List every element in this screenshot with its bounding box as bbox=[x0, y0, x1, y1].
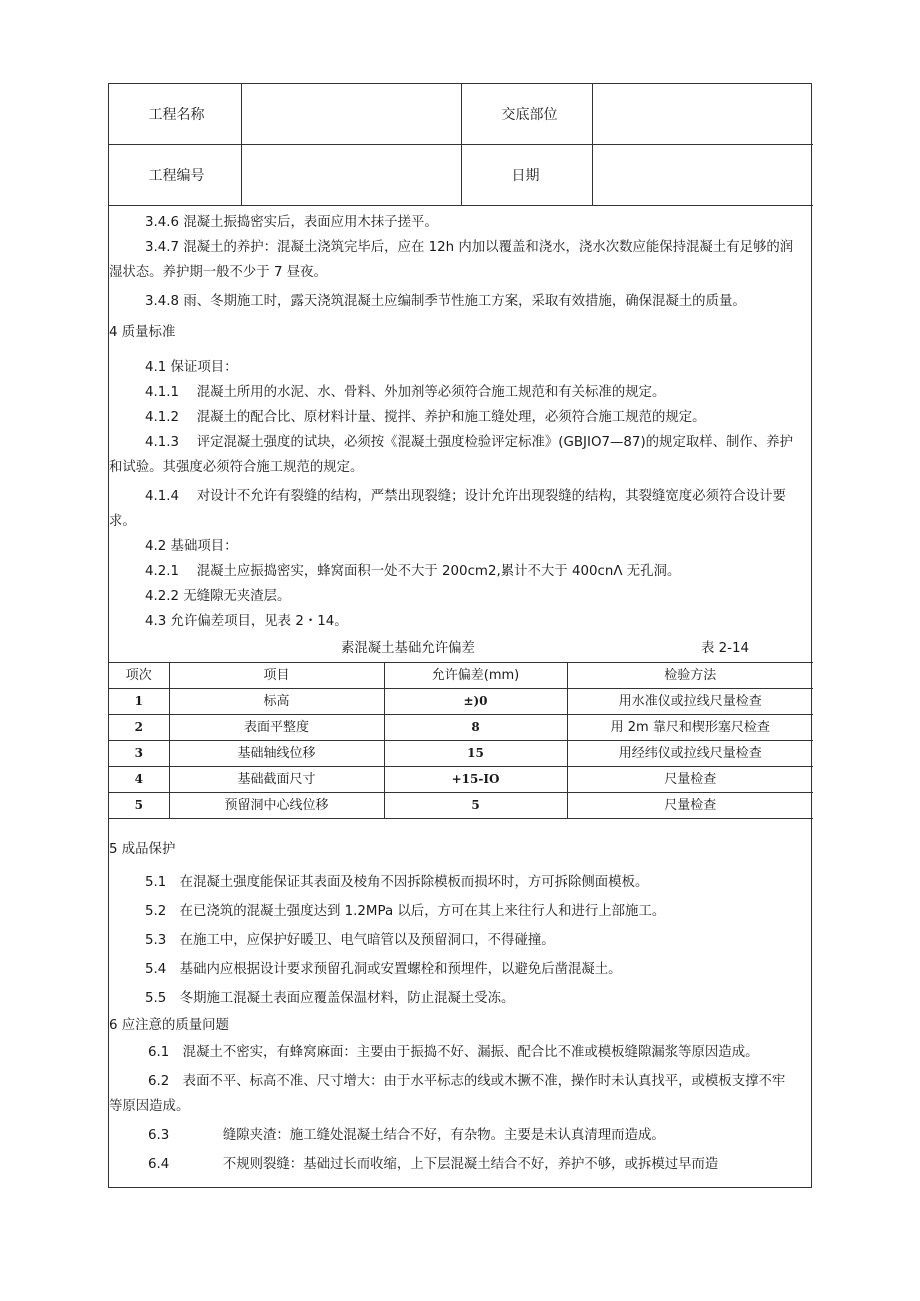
section-label: 交底部位 bbox=[461, 84, 592, 145]
para-4-2-1: 4.2.1 混凝土应振捣密实，蜂窝面积一处不大于 200cm2,累计不大于 400cnΛ 无孔洞。 bbox=[145, 564, 681, 579]
tolerance-table bbox=[109, 662, 813, 819]
para-5-4: 5.4 基础内应根据设计要求预留孔洞或安置螺栓和预埋件，以避免后凿混凝土。 bbox=[145, 962, 622, 977]
para-4-2-2: 4.2.2 无缝隙无夹渣层。 bbox=[145, 589, 291, 604]
col-header-no: 项次 bbox=[109, 663, 169, 689]
para-5-1: 5.1 在混凝土强度能保证其表面及棱角不因拆除模板而损坏时，方可拆除侧面模板。 bbox=[145, 875, 649, 890]
cell-item: 标高 bbox=[169, 689, 384, 715]
cell-tolerance: +15-IO bbox=[384, 767, 567, 793]
table-header-row bbox=[109, 663, 813, 689]
table-title: 素混凝土基础允许偏差 bbox=[341, 641, 475, 656]
para-5-2: 5.2 在已浇筑的混凝土强度达到 1.2MPa 以后，方可在其上来往行人和进行上部施工。 bbox=[145, 904, 666, 919]
para-5-3: 5.3 在施工中，应保护好暖卫、电气暗管以及预留洞口，不得碰撞。 bbox=[145, 933, 555, 948]
para-5-5: 5.5 冬期施工混凝土表面应覆盖保温材料，防止混凝土受冻。 bbox=[145, 991, 515, 1006]
header-row-2 bbox=[109, 145, 813, 206]
date-label: 日期 bbox=[461, 145, 592, 206]
para-6-3: 6.3 缝隙夹渣：施工缝处混凝土结合不好，有杂物。主要是未认真清理而造成。 bbox=[148, 1128, 665, 1143]
header-row-1 bbox=[109, 84, 813, 145]
section-5-heading: 5 成品保护 bbox=[109, 842, 176, 857]
para-3-4-6: 3.4.6 混凝土振捣密实后，表面应用木抹子搓平。 bbox=[145, 215, 438, 230]
para-3-4-7: 3.4.7 混凝土的养护：混凝土浇筑完毕后，应在 12h 内加以覆盖和浇水，浇水次数应能保持混凝土有足够的润湿状态。养护期一般不少于 7 昼夜。 bbox=[109, 240, 794, 280]
para-3-4-8: 3.4.8 雨、冬期施工时，露天浇筑混凝土应编制季节性施工方案，采取有效措施，确保混凝土的质量。 bbox=[145, 294, 746, 309]
cell-tolerance: 8 bbox=[384, 715, 567, 741]
cell-tolerance: 15 bbox=[384, 741, 567, 767]
cell-method: 用水准仪或拉线尺量检查 bbox=[567, 689, 813, 715]
project-no-value[interactable] bbox=[241, 145, 461, 206]
table-row bbox=[109, 741, 813, 767]
document-body bbox=[109, 206, 811, 1188]
cell-item: 表面平整度 bbox=[169, 715, 384, 741]
project-name-value[interactable] bbox=[241, 84, 461, 145]
section-value[interactable] bbox=[592, 84, 813, 145]
table-caption bbox=[109, 636, 797, 661]
table-row bbox=[109, 767, 813, 793]
section-6-heading: 6 应注意的质量问题 bbox=[109, 1018, 229, 1033]
cell-tolerance: 5 bbox=[384, 793, 567, 819]
document-frame bbox=[108, 83, 812, 1188]
cell-no: 3 bbox=[109, 741, 169, 767]
col-header-item: 项目 bbox=[169, 663, 384, 689]
project-name-label: 工程名称 bbox=[109, 84, 241, 145]
header-table bbox=[109, 84, 813, 206]
para-4-2: 4.2 基础项目： bbox=[145, 539, 238, 554]
section-4-heading: 4 质量标准 bbox=[109, 325, 176, 340]
para-4-3: 4.3 允许偏差项目，见表 2・14。 bbox=[145, 614, 348, 629]
table-row bbox=[109, 793, 813, 819]
cell-item: 预留洞中心线位移 bbox=[169, 793, 384, 819]
cell-no: 5 bbox=[109, 793, 169, 819]
table-row bbox=[109, 715, 813, 741]
para-4-1-2: 4.1.2 混凝土的配合比、原材料计量、搅拌、养护和施工缝处理，必须符合施工规范的规定。 bbox=[145, 410, 706, 425]
para-4-1-4: 4.1.4 对设计不允许有裂缝的结构，严禁出现裂缝；设计允许出现裂缝的结构，其裂缝宽度必须符合设计要求。 bbox=[109, 489, 786, 529]
cell-no: 1 bbox=[109, 689, 169, 715]
cell-item: 基础截面尺寸 bbox=[169, 767, 384, 793]
table-number: 表 2-14 bbox=[700, 641, 749, 656]
table-row bbox=[109, 689, 813, 715]
project-no-label: 工程编号 bbox=[109, 145, 241, 206]
cell-no: 2 bbox=[109, 715, 169, 741]
cell-item: 基础轴线位移 bbox=[169, 741, 384, 767]
cell-method: 尺量检查 bbox=[567, 793, 813, 819]
para-6-1: 6.1 混凝土不密实，有蜂窝麻面：主要由于振捣不好、漏振、配合比不准或模板缝隙漏浆等原因造成。 bbox=[148, 1045, 759, 1060]
document-page bbox=[108, 83, 812, 1188]
cell-method: 用 2m 靠尺和楔形塞尺检查 bbox=[567, 715, 813, 741]
para-4-1-3: 4.1.3 评定混凝土强度的试块，必须按《混凝土强度检验评定标准》(GBJIO7—87)的规定取样、制作、养护和试验。其强度必须符合施工规范的规定。 bbox=[109, 435, 793, 475]
date-value[interactable] bbox=[592, 145, 813, 206]
col-header-tolerance: 允许偏差(mm) bbox=[384, 663, 567, 689]
cell-method: 尺量检查 bbox=[567, 767, 813, 793]
cell-no: 4 bbox=[109, 767, 169, 793]
para-6-4: 6.4 不规则裂缝：基础过长而收缩，上下层混凝土结合不好，养护不够，或拆模过早而造 bbox=[148, 1157, 719, 1172]
cell-method: 用经纬仪或拉线尺量检查 bbox=[567, 741, 813, 767]
col-header-method: 检验方法 bbox=[567, 663, 813, 689]
cell-tolerance: ±)0 bbox=[384, 689, 567, 715]
para-4-1-1: 4.1.1 混凝土所用的水泥、水、骨料、外加剂等必须符合施工规范和有关标准的规定。 bbox=[145, 385, 666, 400]
para-6-2: 6.2 表面不平、标高不准、尺寸增大：由于水平标志的线或木撅不准，操作时未认真找平，或模板支撑不牢等原因造成。 bbox=[109, 1074, 786, 1114]
para-4-1: 4.1 保证项目： bbox=[145, 360, 238, 375]
